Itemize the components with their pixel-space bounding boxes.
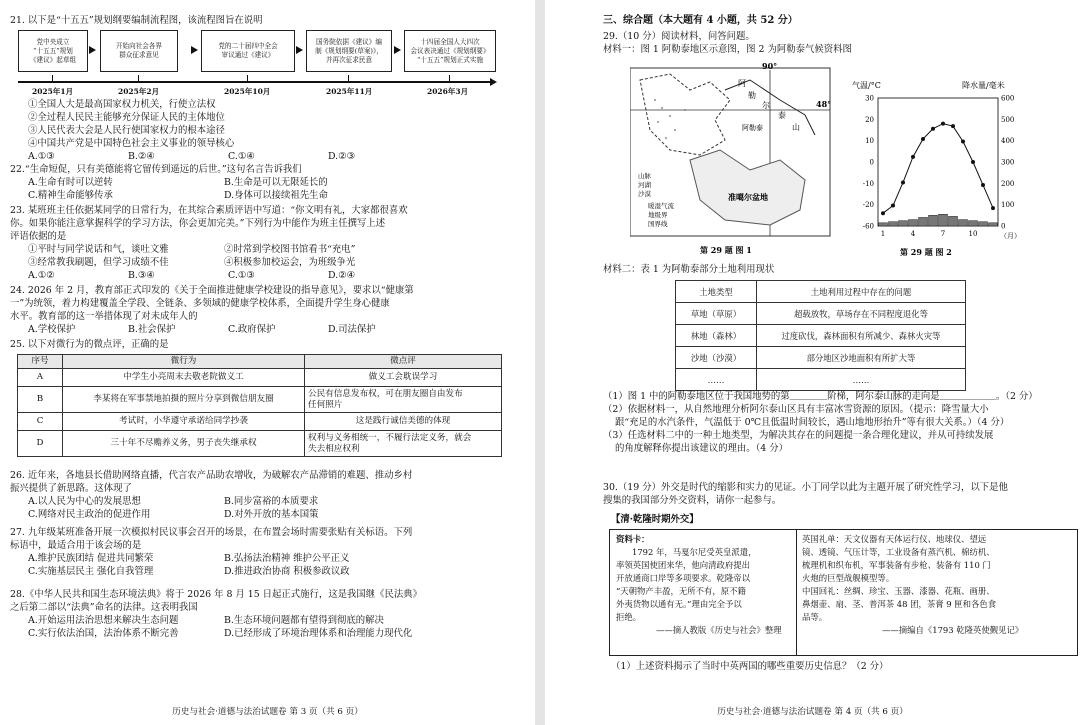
y-left-tick: 10 (865, 137, 874, 146)
flow-arrow (89, 46, 96, 54)
temperature-point (891, 204, 895, 208)
temperature-point (941, 122, 945, 126)
precip-bar (939, 214, 948, 226)
q29-material-2: 材料二：表 1 为阿勒泰部分土地利用现状 (603, 264, 775, 275)
option-d[interactable]: D.已经形成了环境治理体系和治理能力现代化 (224, 628, 413, 639)
y-right-tick: 300 (1001, 158, 1015, 167)
option-d[interactable]: D.②④ (328, 270, 355, 281)
month-tick: 4 (910, 230, 916, 238)
temperature-point (921, 137, 925, 141)
precip-bar (909, 220, 918, 226)
y-left-tick: 30 (865, 94, 874, 103)
option-c[interactable]: C.实行依法治国，法治体系不断完善 (28, 628, 179, 639)
temperature-point (961, 140, 965, 144)
option-a[interactable]: A.维护民族团结 促进共同繁荣 (28, 553, 154, 564)
q21-items: ①全国人大是最高国家权力机关，行使立法权 ②全过程人民民主能够充分保证人民的主体地位 ③人民代表大会是人民行使国家权力的根本途径 ④中国共产党是中国特色社会主义事业的领导核心 A.①③ B.②④ C.①④ D.②③ (28, 98, 428, 163)
temperature-point (971, 160, 975, 164)
climate-chart (850, 78, 1040, 260)
option-b[interactable]: B.③④ (128, 270, 155, 281)
y-right-tick: 0 (1001, 222, 1006, 231)
month-label: （月） (1000, 232, 1021, 240)
svg-text:暖湿气流: 暖湿气流 (648, 202, 674, 210)
q21-stem: 21. 以下是“十五五”规划纲要编制流程图，该流程图旨在说明 (10, 15, 263, 26)
page-footer: 历史与社会·道德与法治试题卷 第 4 页（共 6 页） (717, 707, 908, 717)
city-label: 阿勒泰 (742, 124, 763, 132)
option-a[interactable]: A.开始运用法治思想来解决生态问题 (28, 615, 179, 626)
temperature-point (981, 183, 985, 187)
altay-map (630, 60, 840, 260)
q30-stem: 30.（19 分）外交是时代的缩影和实力的见证。小丁同学以此为主题开展了研究性学习，以下是他 搜集的我国部分外交资料，请你一起参与。 (603, 482, 1008, 506)
option-b[interactable]: B.生命是可以无限延长的 (224, 177, 328, 188)
gift-list: 英国礼单：天文仪器有天体运行仪、地球仪、望远 镜、透镜、气压计等，工业设备有蒸汽机、棉纺机、 梳理机和织布机，军事装备有步枪、装备有 110 门 火炮的巨型战舰模型等。 中国回礼：丝绸、珍宝、玉器、漆器、花瓶、画册、 鼻烟壶、扇、茎、普洱茶 48 团，茶膏 9 匣和各色食 品等。 ——摘编自《1793 乾隆英使觐见记》 (802, 534, 1024, 635)
flow-date: 2025年10月 (224, 87, 271, 96)
y-right-label: 降水量/毫米 (962, 81, 1005, 90)
option-d[interactable]: D.②③ (328, 151, 355, 162)
flow-box-1: 党中央成立 “十五五”规划 《建议》起草组 (18, 30, 88, 72)
y-right-tick: 100 (1001, 201, 1015, 210)
y-left-tick: 0 (869, 158, 874, 167)
y-left-tick: -20 (862, 201, 874, 210)
y-right-tick: 600 (1001, 94, 1015, 103)
precip-bar (899, 221, 908, 226)
y-left-tick: -10 (862, 179, 874, 188)
option-b[interactable]: B.②④ (128, 151, 155, 162)
section-title: 三、综合题（本大题有 4 小题，共 52 分） (603, 15, 798, 26)
svg-text:国界线: 国界线 (648, 220, 668, 228)
svg-text:阿: 阿 (738, 79, 746, 88)
q29-questions: （1）图 1 中的阿勒泰地区位于我国地势的第＿＿＿＿阶梯，阿尔泰山脉的走向是＿＿＿＿＿＿。（2 分） （2）依据材料一，从自然地理分析阿尔泰山区具有丰富冰雪资源的原因。（提示：降雪量大小 跟“充足的水汽条件，气温低于 0℃且低温时间较长，遇山地地形抬升”等有很大关系。）（4 分） （3）任选材料二中的一种土地类型，为解决其存在的问题提一条合理化建议，并从可持续发展 的角度解释你提出该建议的理由。（4 分） (603, 391, 1038, 454)
y-left-tick: 20 (865, 115, 874, 124)
temperature-point (911, 155, 915, 159)
svg-text:山: 山 (792, 123, 800, 132)
precip-bar (969, 221, 978, 226)
option-b[interactable]: B.弘扬法治精神 维护公平正义 (224, 553, 350, 564)
q30-source-box (609, 529, 1078, 656)
svg-text:沙漠: 沙漠 (638, 190, 651, 198)
precip-bar (919, 217, 928, 226)
q30-title: 【清·乾隆时期外交】 (611, 514, 699, 525)
map-latitude: 48° (816, 99, 832, 109)
option-d[interactable]: D.身体可以接续祖先生命 (224, 190, 328, 201)
q28: 28.《中华人民共和国生态环境法典》将于 2026 年 8 月 15 日起正式施行，这是我国继《民法典》 之后第二部以“法典”命名的法律。这表明我国 A.开始运用法治思想来解决生态问题 B.生态环境问题都有望得到彻底的解决 C.实行依法治国，法治体系不断完善 D.已经形成了环境治理体系和治理能力现代化 (10, 589, 423, 639)
flow-date: 2025年11月 (326, 87, 373, 96)
map-longitude: 90° (762, 61, 778, 71)
option-b[interactable]: B.同步富裕的本质要求 (224, 496, 319, 507)
flow-date: 2026年3月 (427, 87, 469, 96)
svg-text:尔: 尔 (762, 101, 770, 110)
option-c[interactable]: C.①③ (228, 270, 255, 281)
option-b[interactable]: B.生态环境问题都有望得到彻底的解决 (224, 615, 384, 626)
flow-arrow (394, 46, 401, 54)
option-d[interactable]: D.对外开放的基本国策 (224, 509, 319, 520)
page-4 (545, 0, 1080, 725)
option-c[interactable]: C.①④ (228, 151, 255, 162)
month-tick: 1 (880, 230, 886, 238)
option-a[interactable]: A.①③ (28, 151, 55, 162)
land-use-table: 土地类型 土地利用过程中存在的问题 草地（草原） 超载放牧，草场存在不同程度退化等 林地（森林） 过度砍伐，森林面积有所减少、森林火灾等 沙地（沙漠） 部分地区沙地面积有所扩大等 …… …… (675, 280, 966, 391)
flow-box-4: 国务院依据《建议》编 制《规划纲要(草案)》， 并再次征求民意 (306, 30, 392, 72)
temperature-point (901, 180, 905, 184)
y-left-tick: -60 (862, 222, 874, 231)
option-a[interactable]: A.以人民为中心的发展思想 (28, 496, 141, 507)
temperature-point (931, 127, 935, 131)
option-a[interactable]: A.生命有时可以逆转 (28, 177, 113, 188)
temperature-point (951, 124, 955, 128)
precip-bar (959, 220, 968, 226)
precip-bar (889, 222, 898, 226)
flow-arrow (191, 46, 198, 54)
option-a[interactable]: A.学校保护 (28, 324, 76, 335)
figure-caption: 第 29 题 图 2 (900, 247, 952, 257)
material-card: 资料卡： 1792 年，马戛尔尼受英皇派遣， 率领英国使团来华，他向清政府提出 开放通商口岸等多项要求。乾隆帝以 “天朝物产丰盈，无所不有，原不籍 外夷货物以通有无。”理由完全予以 拒绝。 ——摘人教版《历史与社会》整理 (616, 534, 782, 635)
option-c[interactable]: C.实施基层民主 强化自我管理 (28, 566, 154, 577)
q23: 23. 某班班主任依据某同学的日常行为，在其综合素质评语中写道：“你文明有礼，大家都很喜欢 你。如果你能注意掌握科学的学习方法，你会更加完美。”下列行为中能作为班主任撰写上述 评语依据的是 ①平时与同学说话和气，谈吐文雅 ②时常到学校图书馆看书“充电” ③经常教我刷题，但学习成绩不佳 ④积极参加校运会，为班级争光 A.①② B.③④ C.①③ D.②④ (10, 204, 428, 282)
temperature-point (881, 211, 885, 215)
q29-material-1: 材料一：图 1 阿勒泰地区示意图，图 2 为阿勒泰气候资料图 (603, 44, 852, 55)
q29-intro: 29.（10 分）阅读材料，问答问题。 (603, 31, 755, 42)
q25-table: 序号 微行为 微点评 A 中学生小亮周末去敬老院做义工 做义工会耽误学习 B 李某将在军事禁地拍摄的照片分享到微信朋友圈 公民有信息发布权，可在朋友圈自由发布 任何照片 C 考试时，小华遵守承诺给同学抄袭 这是践行诚信美德的体现 D 三十年不尽赡养义务，男子丧失继承权 权利与义务相统一，不履行法定义务，就会 失去相应权利 (17, 354, 502, 457)
flow-date: 2025年1月 (32, 87, 74, 96)
y-right-tick: 500 (1001, 115, 1015, 124)
temperature-line (883, 124, 993, 214)
figure-caption: 第 29 题 图 1 (700, 245, 752, 255)
svg-text:泰: 泰 (778, 111, 786, 120)
q25-stem: 25. 以下对微行为的微点评，正确的是 (10, 339, 169, 350)
q30-question-1: （1）上述资料揭示了当时中英两国的哪些重要历史信息？（2 分） (611, 661, 889, 672)
option-c[interactable]: C.政府保护 (228, 324, 276, 335)
svg-text:河湖: 河湖 (638, 181, 651, 189)
precip-bar (979, 222, 988, 226)
q22: 22.“生命短促，只有美德能将它留传到遥远的后世。”这句名言告诉我们 A.生命有时可以逆转 B.生命是可以无限延长的 C.精神生命能够传承 D.身体可以接续祖先生命 (10, 163, 420, 202)
temperature-point (991, 206, 995, 210)
flow-arrow (296, 46, 303, 54)
precip-bar (929, 215, 938, 226)
flow-box-3: 党的二十届四中全会 审议通过《建议》 (201, 30, 295, 72)
timeline-arrow (490, 78, 497, 86)
y-right-tick: 400 (1001, 137, 1015, 146)
page-3 (0, 0, 535, 725)
month-tick: 10 (968, 230, 978, 238)
precip-bar (879, 223, 888, 226)
option-c[interactable]: C.精神生命能够传承 (28, 190, 113, 201)
option-d[interactable]: D.司法保护 (328, 324, 376, 335)
option-b[interactable]: B.社会保护 (128, 324, 176, 335)
precip-bar (989, 223, 998, 226)
flow-box-5: 十四届全国人大四次 会议表决通过《规划纲要》 “十五五”规划正式实施 (404, 30, 496, 72)
flow-date: 2025年2月 (118, 87, 160, 96)
option-c[interactable]: C.网络对民主政治的促进作用 (28, 509, 151, 520)
basin-label: 准噶尔盆地 (728, 192, 768, 202)
svg-text:山脉: 山脉 (638, 172, 651, 180)
svg-text:勒: 勒 (748, 91, 756, 100)
option-d[interactable]: D.推进政治协商 积极参政议政 (224, 566, 350, 577)
y-left-label: 气温/°C (852, 81, 881, 90)
option-a[interactable]: A.①② (28, 270, 55, 281)
month-tick: 7 (940, 230, 946, 238)
page-footer: 历史与社会·道德与法治试题卷 第 3 页（共 6 页） (172, 707, 363, 717)
q26: 26. 近年来，各地县长借助网络直播，代言农产品助农增收，为破解农产品滞销的难题、推动乡村 振兴提供了新思路。这体现了 A.以人民为中心的发展思想 B.同步富裕的本质要求 C.网络对民主政治的促进作用 D.对外开放的基本国策 (10, 469, 420, 521)
svg-text:地级界: 地级界 (648, 211, 668, 219)
q24: 24. 2026 年 2 月，教育部正式印发的《关于全面推进健康学校建设的指导意见》，要求以“健康第 一”为统领，着力构建覆盖全学段、全链条、多领域的健康学校体系，全面提升学生身心健康 水平。教育部的这一举措体现了对未成年人的 A.学校保护 B.社会保护 C.政府保护 D.司法保护 (10, 284, 428, 336)
q27: 27. 九年级某班准备开展一次模拟村民议事会召开的场景，在布置会场时需要张贴有关标语。下列 标语中，最适合用于该会场的是 A.维护民族团结 促进共同繁荣 B.弘扬法治精神 维护公平正义 C.实施基层民主 强化自我管理 D.推进政治协商 积极参政议政 (10, 526, 420, 578)
precip-bar (949, 216, 958, 226)
flow-box-2: 开始向社会各界 群众征求意见 (100, 30, 178, 72)
y-right-tick: 200 (1001, 179, 1015, 188)
timeline-axis (18, 81, 494, 83)
